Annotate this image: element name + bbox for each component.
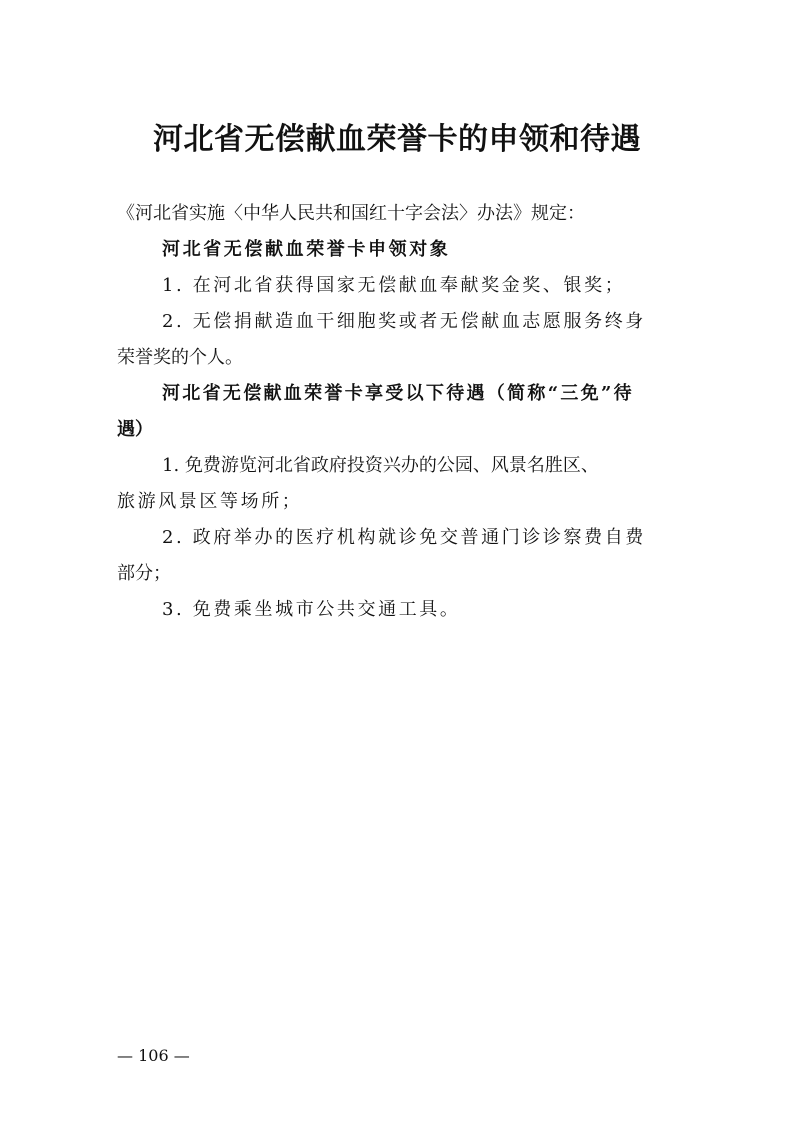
document-body xyxy=(117,196,677,628)
section2-heading-line1: 河北省无偿献血荣誉卡享受以下待遇（简称“三免”待 xyxy=(162,383,634,404)
intro-paragraph: 《河北省实施〈中华人民共和国红十字会法〉办法》规定： xyxy=(117,203,585,224)
section2-item-1-line2: 旅游风景区等场所； xyxy=(117,491,303,512)
section1-item-2-line2: 荣誉奖的个人。 xyxy=(117,347,243,368)
section2-item-1-line1: 1. 免费游览河北省政府投资兴办的公园、风景名胜区、 xyxy=(162,455,599,476)
document-title: 河北省无偿献血荣誉卡的申领和待遇 xyxy=(153,122,641,157)
section1-item-2-line1: 2. 无偿捐献造血干细胞奖或者无偿献血志愿服务终身 xyxy=(162,311,646,332)
section1-heading: 河北省无偿献血荣誉卡申领对象 xyxy=(162,239,451,260)
section2-item-3: 3. 免费乘坐城市公共交通工具。 xyxy=(162,599,461,620)
section2-heading-line2: 遇） xyxy=(117,419,153,440)
page-number: — 106 — xyxy=(117,1046,190,1065)
section1-item-1: 1. 在河北省获得国家无偿献血奉献奖金奖、银奖； xyxy=(162,275,626,296)
section2-item-2-line1: 2. 政府举办的医疗机构就诊免交普通门诊诊察费自费 xyxy=(162,527,646,548)
section2-item-2-line2: 部分； xyxy=(117,563,171,584)
